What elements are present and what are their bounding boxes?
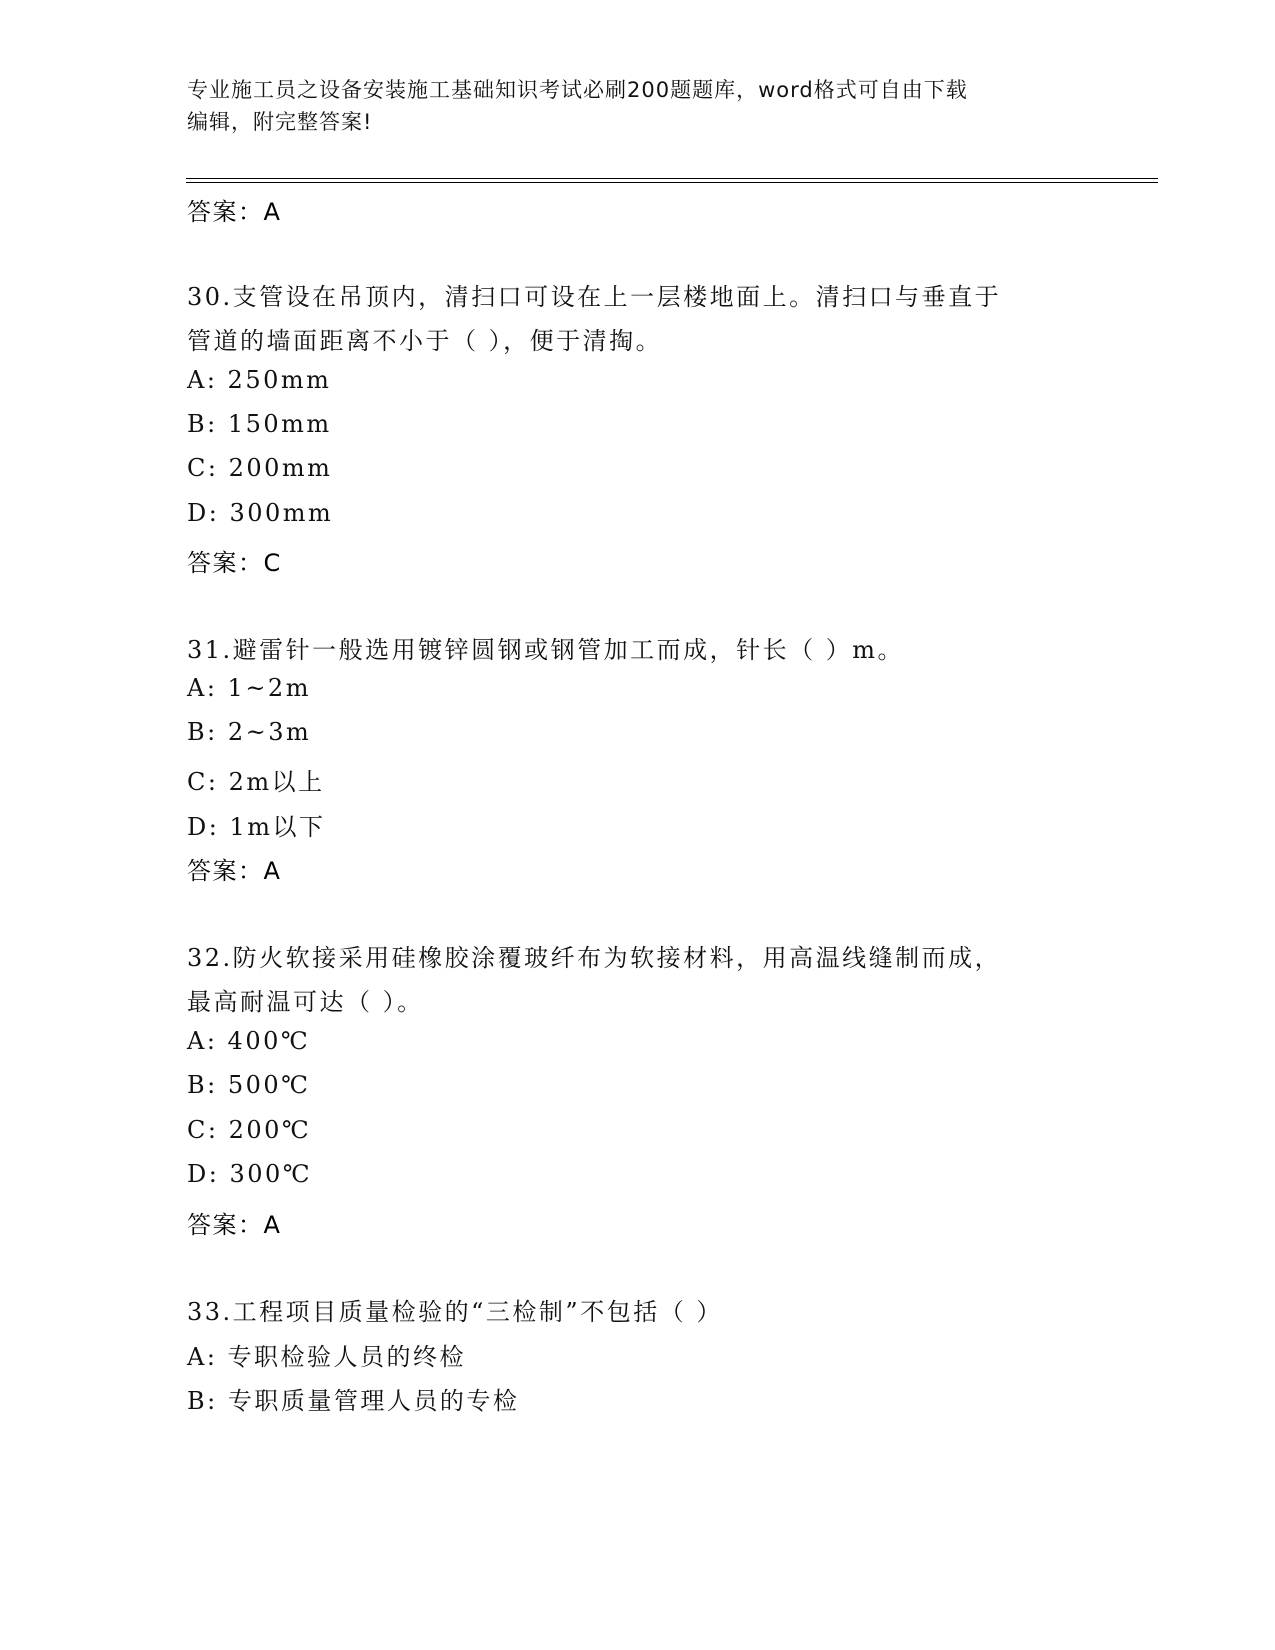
question-32-option-d: D: 300℃ [187,1160,313,1188]
header-rule-bottom [186,182,1158,183]
header-title-line-2: 编辑，附完整答案! [187,110,373,134]
question-30-answer: 答案：C [187,549,282,577]
question-31-answer: 答案：A [187,857,282,885]
question-30-option-a: A: 250mm [187,366,332,394]
question-30-stem-line-1: 30.支管设在吊顶内，清扫口可设在上一层楼地面上。清扫口与垂直于 [187,283,1002,311]
question-32-answer: 答案：A [187,1211,282,1239]
question-30-option-d: D: 300mm [187,499,334,527]
question-31-option-b: B: 2~3m [187,718,312,746]
question-30-stem-line-2: 管道的墙面距离不小于（ ），便于清掏。 [187,327,663,355]
question-32-stem-line-1: 32.防火软接采用硅橡胶涂覆玻纤布为软接材料，用高温线缝制而成， [187,944,1002,972]
header-rule-top [186,178,1158,179]
question-33-option-a: A: 专职检验人员的终检 [187,1343,467,1371]
question-30-option-b: B: 150mm [187,410,332,438]
question-33-stem-line-1: 33.工程项目质量检验的“三检制”不包括（ ） [187,1298,723,1326]
question-32-option-a: A: 400℃ [187,1027,311,1055]
question-31-option-c: C: 2m以上 [187,768,325,796]
question-31-option-d: D: 1m以下 [187,813,326,841]
question-32-option-b: B: 500℃ [187,1071,311,1099]
previous-answer: 答案：A [187,198,282,226]
question-32-stem-line-2: 最高耐温可达（ ）。 [187,988,424,1016]
question-32-option-c: C: 200℃ [187,1116,312,1144]
question-31-option-a: A: 1~2m [187,674,311,702]
question-30-option-c: C: 200mm [187,454,333,482]
header-title-line-1: 专业施工员之设备安装施工基础知识考试必刷200题题库，word格式可自由下载 [187,78,968,102]
question-31-stem-line-1: 31.避雷针一般选用镀锌圆钢或钢管加工而成，针长（ ）m。 [187,636,905,664]
page-header [187,74,1087,138]
question-33-option-b: B: 专职质量管理人员的专检 [187,1387,520,1415]
